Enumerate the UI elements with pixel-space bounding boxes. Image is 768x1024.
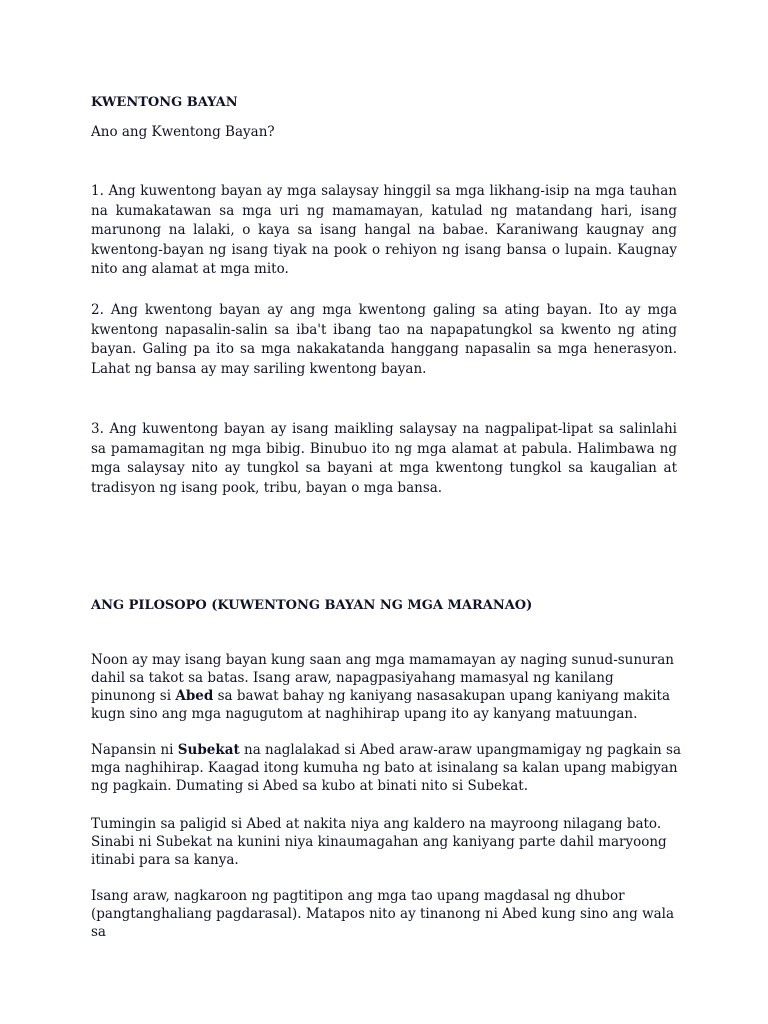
story-paragraph-2-part-b: na naglalakad si Abed araw-araw upangmamigay ng pagkain sa mga naghihirap. Kaagad itong kumuha ng bato at isinalang sa kalan upang mabigyan ng pagkain. Dumating si Abed sa kubo at binati nito si Subekat. xyxy=(91,742,682,794)
story-paragraph-2-part-a: Napansin ni xyxy=(91,742,178,758)
question-line: Ano ang Kwentong Bayan? xyxy=(91,124,275,140)
name-abed: Abed xyxy=(175,688,214,704)
story-paragraph-3: Tumingin sa paligid si Abed at nakita niya ang kaldero na mayroong nilagang bato. Sinabi ni Subekat na kunini niya kinaumagahan ang kaniyang parte dahil maryoong itinabi para sa kanya. xyxy=(91,816,667,868)
story-paragraph-1 xyxy=(91,651,681,723)
heading-ang-pilosopo: ANG PILOSOPO (KUWENTONG BAYAN NG MGA MARANAO) xyxy=(91,598,533,613)
name-subekat: Subekat xyxy=(177,742,240,758)
definition-paragraph-1: 1. Ang kuwentong bayan ay mga salaysay hinggil sa mga likhang-isip na mga tauhan na kumakatawan sa mga uri ng mamamayan, katulad ng matandang hari, isang marunong na lalaki, o kaya sa isang hangal na babae. Karaniwang kaugnay ang kwentong-bayan ng isang tiyak na pook o rehiyon ng isang bansa o lupain. Kaugnay nito ang alamat at mga mito. xyxy=(91,183,677,278)
story-paragraph-1-part-b: sa bawat bahay ng kaniyang nasasakupan upang kaniyang makita kugn sino ang mga nagugutom at naghihirap upang ito ay kanyang matuungan. xyxy=(91,688,671,722)
definition-paragraph-3: 3. Ang kuwentong bayan ay isang maikling salaysay na nagpalipat-lipat sa salinlahi sa pamamagitan ng mga bibig. Binubuo ito ng mga alamat at pabula. Halimbawa ng mga salaysay nito ay tungkol sa bayani at mga kwentong tungkol sa kaugalian at tradisyon ng isang pook, tribu, bayan o mga bansa. xyxy=(91,421,677,496)
story-paragraph-2 xyxy=(91,741,681,795)
story-paragraph-4: Isang araw, nagkaroon ng pagtitipon ang mga tao upang magdasal ng dhubor (pangtanghaliang pagdarasal). Matapos nito ay tinanong ni Abed kung sino ang wala sa xyxy=(91,888,675,940)
definition-paragraph-2: 2. Ang kwentong bayan ay ang mga kwentong galing sa ating bayan. Ito ay mga kwentong napasalin-salin sa iba't ibang tao na napapatungkol sa kwento ng ating bayan. Galing pa ito sa mga nakakatanda hanggang napasalin sa mga henerasyon. Lahat ng bansa ay may sariling kwentong bayan. xyxy=(91,302,677,377)
story-paragraph-1-part-a: Noon ay may isang bayan kung saan ang mga mamamayan ay naging sunud-sunuran dahil sa takot sa batas. Isang araw, napagpasiyahang mamasyal ng kanilang pinunong si xyxy=(91,652,674,704)
heading-kwentong-bayan: KWENTONG BAYAN xyxy=(91,95,238,110)
